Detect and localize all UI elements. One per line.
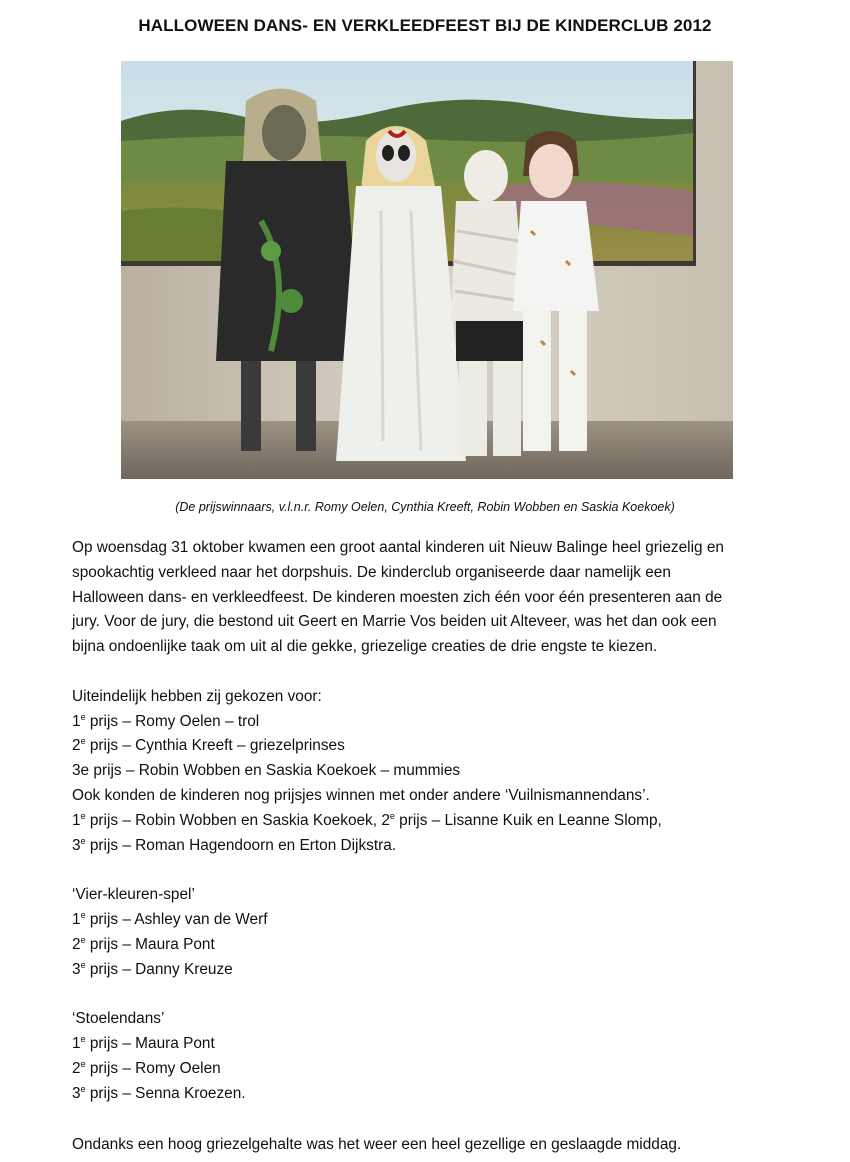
closing-line: Ondanks een hoog griezelgehalte was het weer een heel gezellige en geslaagde middag. [72, 1136, 682, 1154]
vier-heading: ‘Vier-kleuren-spel’ [72, 886, 195, 904]
costume-heading: Uiteindelijk hebben zij gekozen voor: [72, 687, 322, 705]
intro-line: bijna ondoenlijke taak om uit al die gekke, griezelige creaties de drie engste te kiezen. [72, 638, 658, 656]
prize-line: 1e prijs – Ashley van de Werf [72, 909, 268, 928]
prize-line: 3e prijs – Danny Kreuze [72, 959, 233, 978]
page-title: HALLOWEEN DANS- EN VERKLEEDFEEST BIJ DE KINDERCLUB 2012 [138, 16, 712, 35]
prize-line: 2e prijs – Maura Pont [72, 934, 215, 953]
intro-line: spookachtig verkleed naar het dorpshuis. De kinderclub organiseerde daar namelijk een [72, 563, 671, 581]
stoelen-heading: ‘Stoelendans’ [72, 1010, 165, 1028]
prize-line: 3e prijs – Roman Hagendoorn en Erton Dijkstra. [72, 835, 397, 854]
costume-photo [121, 61, 733, 479]
vuilnis-intro: Ook konden de kinderen nog prijsjes winnen met onder andere ‘Vuilnismannendans’. [72, 786, 650, 804]
article-body [72, 536, 792, 1106]
intro-line: jury. Voor de jury, die bestond uit Geert en Marrie Vos beiden uit Alteveer, was het dan ook een [72, 613, 717, 631]
intro-line: Halloween dans- en verkleedfeest. De kinderen moesten zich één voor één presenteren aan de [72, 588, 723, 606]
prize-line: 1e prijs – Romy Oelen – trol [72, 711, 260, 730]
prize-line: 2e prijs – Cynthia Kreeft – griezelprinses [72, 736, 345, 755]
photo-caption: (De prijswinnaars, v.l.n.r. Romy Oelen, Cynthia Kreeft, Robin Wobben en Saskia Koekoek) [175, 500, 675, 514]
prize-line: 3e prijs – Senna Kroezen. [72, 1083, 246, 1102]
intro-line: Op woensdag 31 oktober kwamen een groot aantal kinderen uit Nieuw Balinge heel griezelig en [72, 539, 724, 556]
prize-line: 1e prijs – Maura Pont [72, 1033, 215, 1052]
prize-line: 2e prijs – Romy Oelen [72, 1058, 221, 1077]
prize-line: 1e prijs – Robin Wobben en Saskia Koekoek, 2e prijs – Lisanne Kuik en Leanne Slomp, [72, 810, 662, 829]
prize-line: 3e prijs – Robin Wobben en Saskia Koekoek – mummies [72, 762, 461, 780]
